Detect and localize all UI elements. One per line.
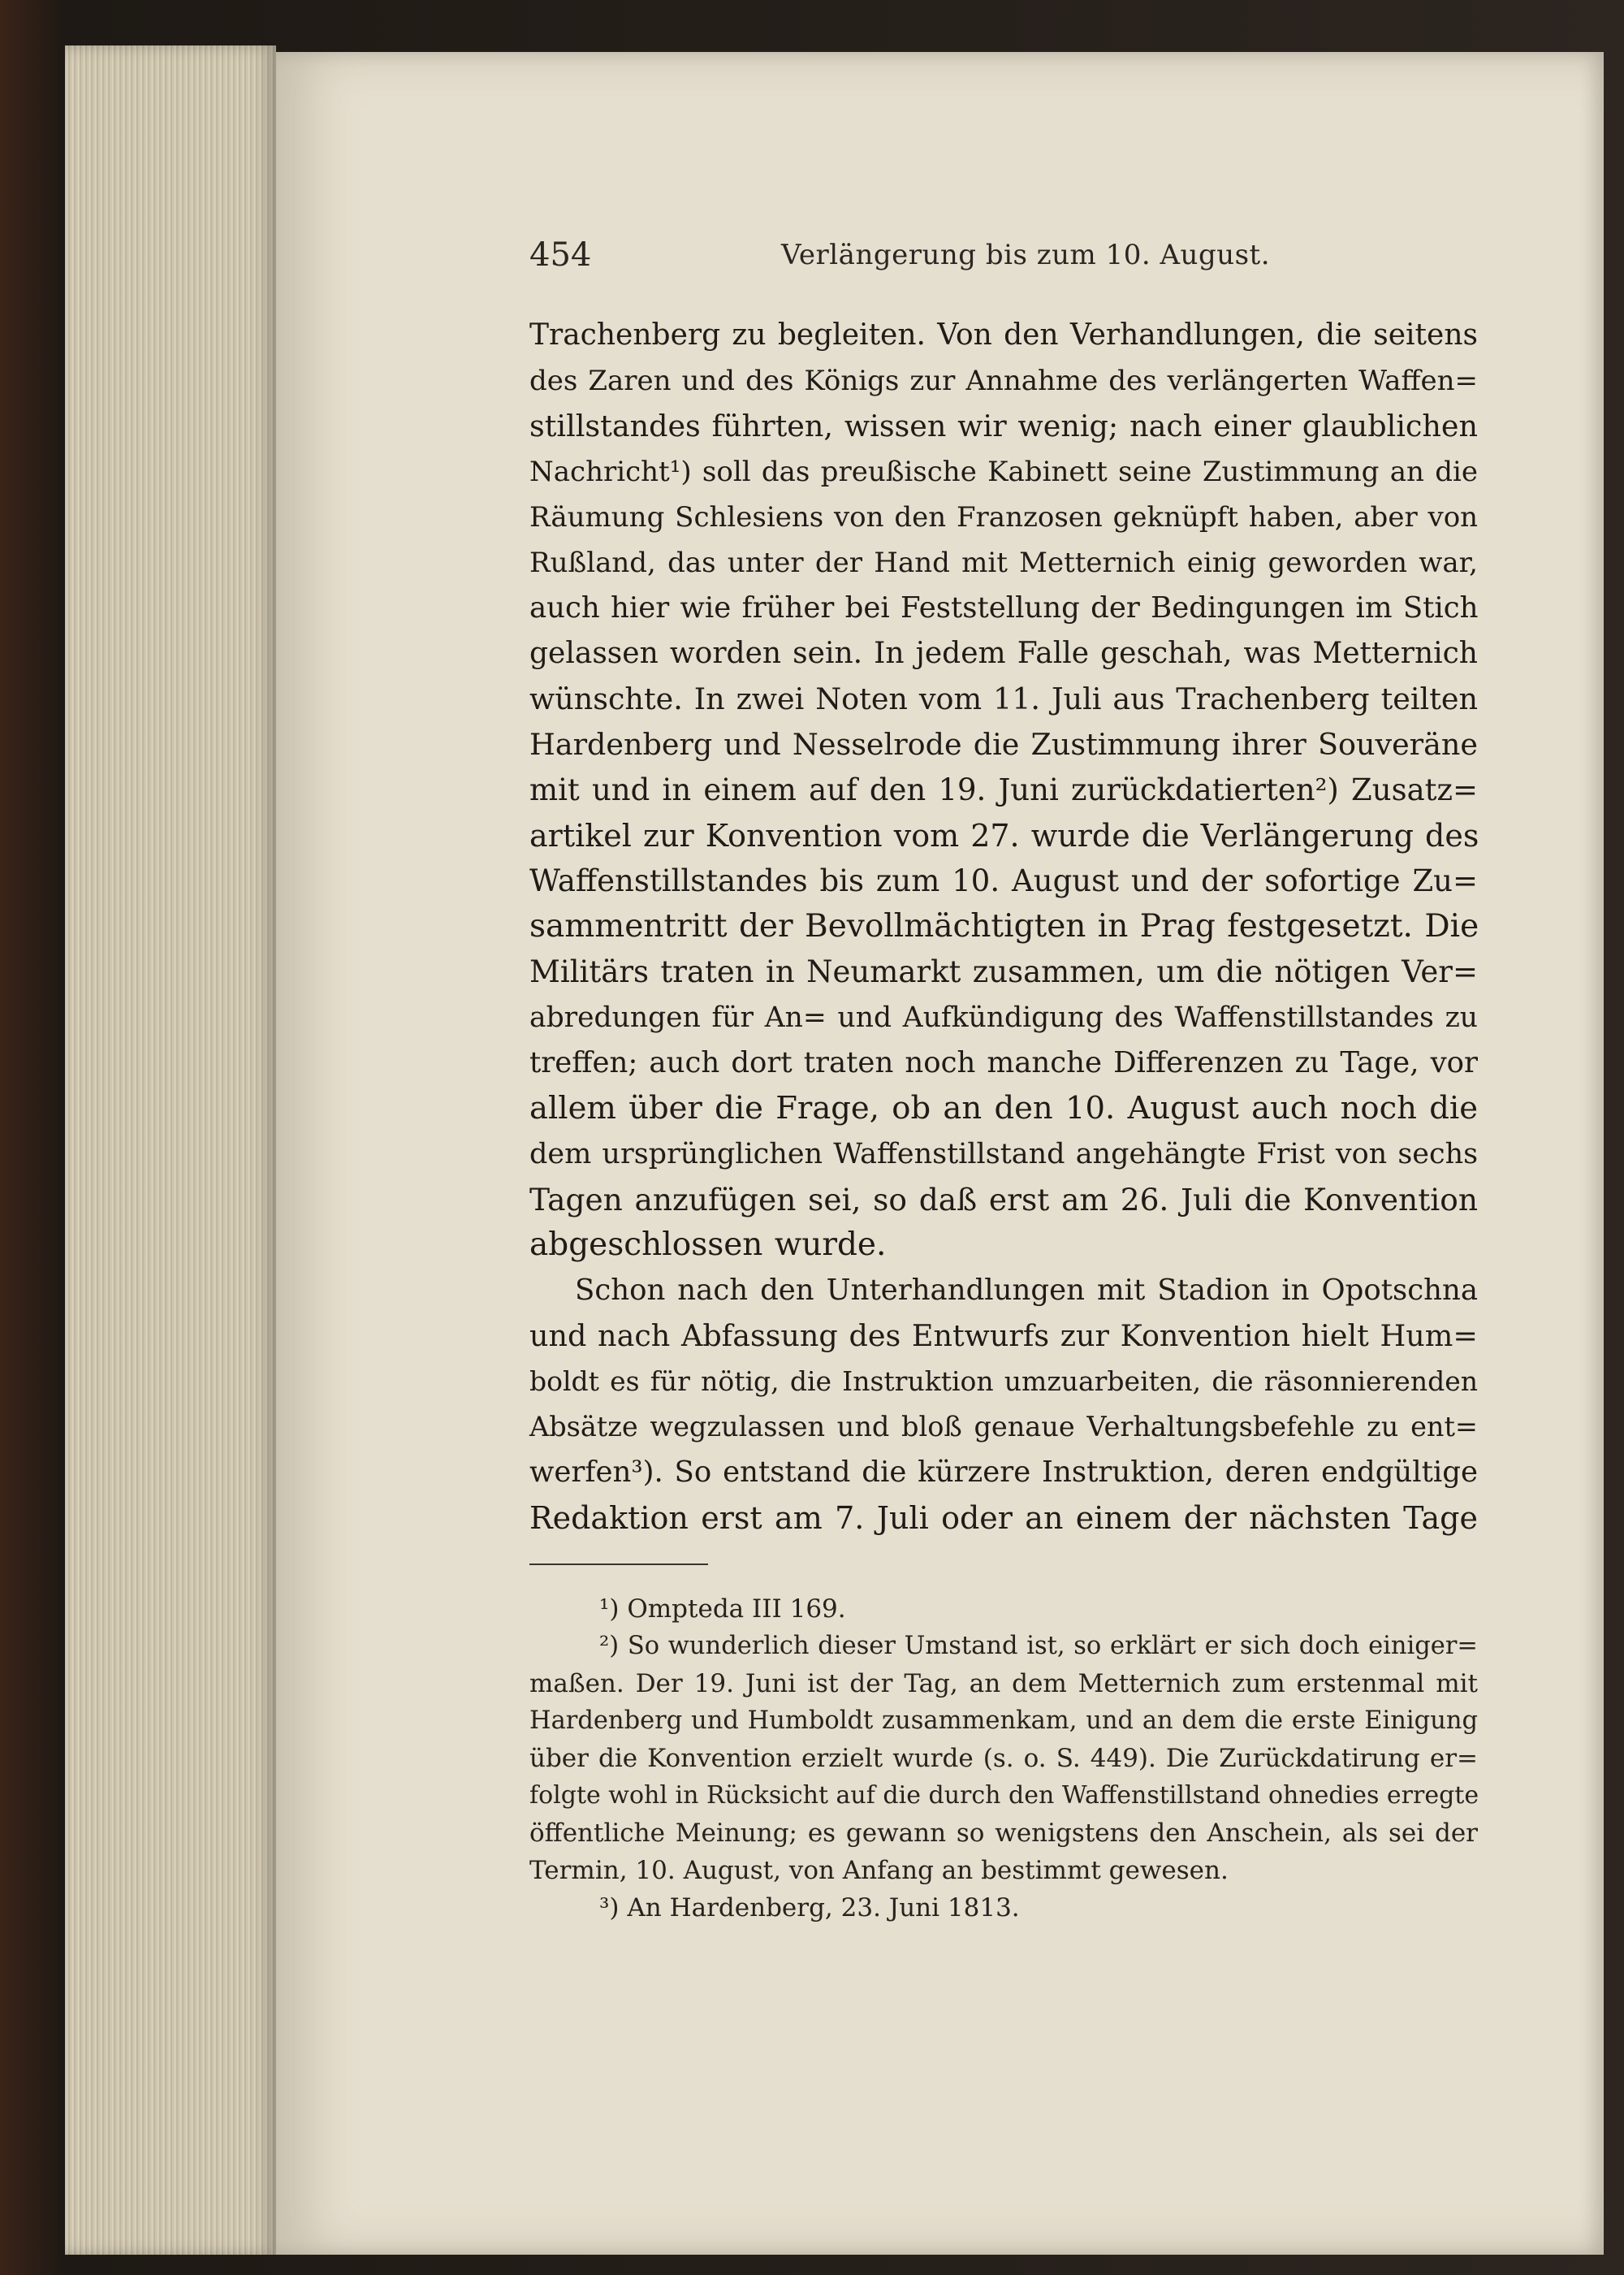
footnote-line: öffentliche Meinung; es gewann so wenigstens den Anschein, als sei der bbox=[529, 1819, 1478, 1848]
footnote-line: über die Konvention erzielt wurde (s. o. S. 449). Die Zurückdatirung er= bbox=[529, 1744, 1478, 1773]
body-line: Absätze wegzulassen und bloß genaue Verhaltungsbefehle zu ent= bbox=[529, 1411, 1478, 1442]
body-line: auch hier wie früher bei Feststellung der Bedingungen im Stich bbox=[529, 591, 1479, 625]
body-line: artikel zur Konvention vom 27. wurde die Verlängerung des bbox=[529, 818, 1479, 854]
footnote-line: Termin, 10. August, von Anfang an bestimmt gewesen. bbox=[529, 1856, 1229, 1885]
body-line: Rußland, das unter der Hand mit Metternich einig geworden war, bbox=[529, 547, 1478, 579]
body-line: mit und in einem auf den 19. Juni zurückdatierten²) Zusatz= bbox=[529, 772, 1478, 807]
footnote-line: folgte wohl in Rücksicht auf die durch den Waffenstillstand ohnedies erregte bbox=[529, 1781, 1479, 1810]
footnotes bbox=[529, 1590, 1478, 1927]
body-line: Redaktion erst am 7. Juli oder an einem der nächsten Tage bbox=[529, 1500, 1478, 1536]
footnote-3: ³) An Hardenberg, 23. Juni 1813. bbox=[599, 1893, 1020, 1923]
footnote-divider bbox=[529, 1564, 708, 1565]
body-line: stillstandes führten, wissen wir wenig; nach einer glaublichen bbox=[529, 409, 1478, 443]
body-line: Waffenstillstandes bis zum 10. August und der sofortige Zu= bbox=[529, 863, 1478, 898]
body-line: treffen; auch dort traten noch manche Differenzen zu Tage, vor bbox=[529, 1046, 1478, 1079]
body-line: Räumung Schlesiens von den Franzosen geknüpft haben, aber von bbox=[529, 501, 1479, 534]
page-number: 454 bbox=[529, 236, 592, 274]
footnote-2: ²) So wunderlich dieser Umstand ist, so erklärt er sich doch einiger= bbox=[599, 1632, 1478, 1660]
running-title: Verlängerung bis zum 10. August. bbox=[781, 239, 1271, 271]
body-text bbox=[529, 313, 1478, 1541]
body-line: boldt es für nötig, die Instruktion umzuarbeiten, die räsonnierenden bbox=[529, 1365, 1478, 1397]
body-line: Hardenberg und Nesselrode die Zustimmung ihrer Souveräne bbox=[529, 727, 1478, 762]
footnote-1: ¹) Ompteda III 169. bbox=[599, 1594, 846, 1624]
body-line: Trachenberg zu begleiten. Von den Verhandlungen, die seitens bbox=[529, 318, 1478, 352]
body-line: dem ursprünglichen Waffenstillstand angehängte Frist von sechs bbox=[529, 1138, 1479, 1170]
body-line: allem über die Frage, ob an den 10. August auch noch die bbox=[529, 1090, 1478, 1127]
body-line-paragraph-start: Schon nach den Unterhandlungen mit Stadion in Opotschna bbox=[575, 1274, 1478, 1307]
page-header bbox=[529, 231, 1479, 279]
footnote-line: maßen. Der 19. Juni ist der Tag, an dem Metternich zum erstenmal mit bbox=[529, 1669, 1478, 1698]
body-line: Tagen anzufügen sei, so daß erst am 26. Juli die Konvention bbox=[529, 1182, 1478, 1218]
body-line: werfen³). So entstand die kürzere Instruktion, deren endgültige bbox=[529, 1455, 1478, 1489]
body-line: sammentritt der Bevollmächtigten in Prag festgesetzt. Die bbox=[529, 908, 1479, 945]
body-line: und nach Abfassung des Entwurfs zur Konvention hielt Hum= bbox=[529, 1318, 1478, 1353]
body-line: Militärs traten in Neumarkt zusammen, um die nötigen Ver= bbox=[529, 954, 1478, 989]
body-line: des Zaren und des Königs zur Annahme des verlängerten Waffen= bbox=[529, 365, 1478, 397]
body-line: wünschte. In zwei Noten vom 11. Juli aus Trachenberg teilten bbox=[529, 681, 1478, 716]
body-line: Nachricht¹) soll das preußische Kabinett seine Zustimmung an die bbox=[529, 456, 1478, 488]
book-page-edges bbox=[65, 45, 276, 2255]
body-line: abgeschlossen wurde. bbox=[529, 1226, 887, 1263]
body-line: abredungen für An= und Aufkündigung des Waffenstillstandes zu bbox=[529, 1001, 1478, 1034]
footnote-line: Hardenberg und Humboldt zusammenkam, und an dem die erste Einigung bbox=[529, 1706, 1478, 1735]
body-line: gelassen worden sein. In jedem Falle geschah, was Metternich bbox=[529, 637, 1478, 670]
